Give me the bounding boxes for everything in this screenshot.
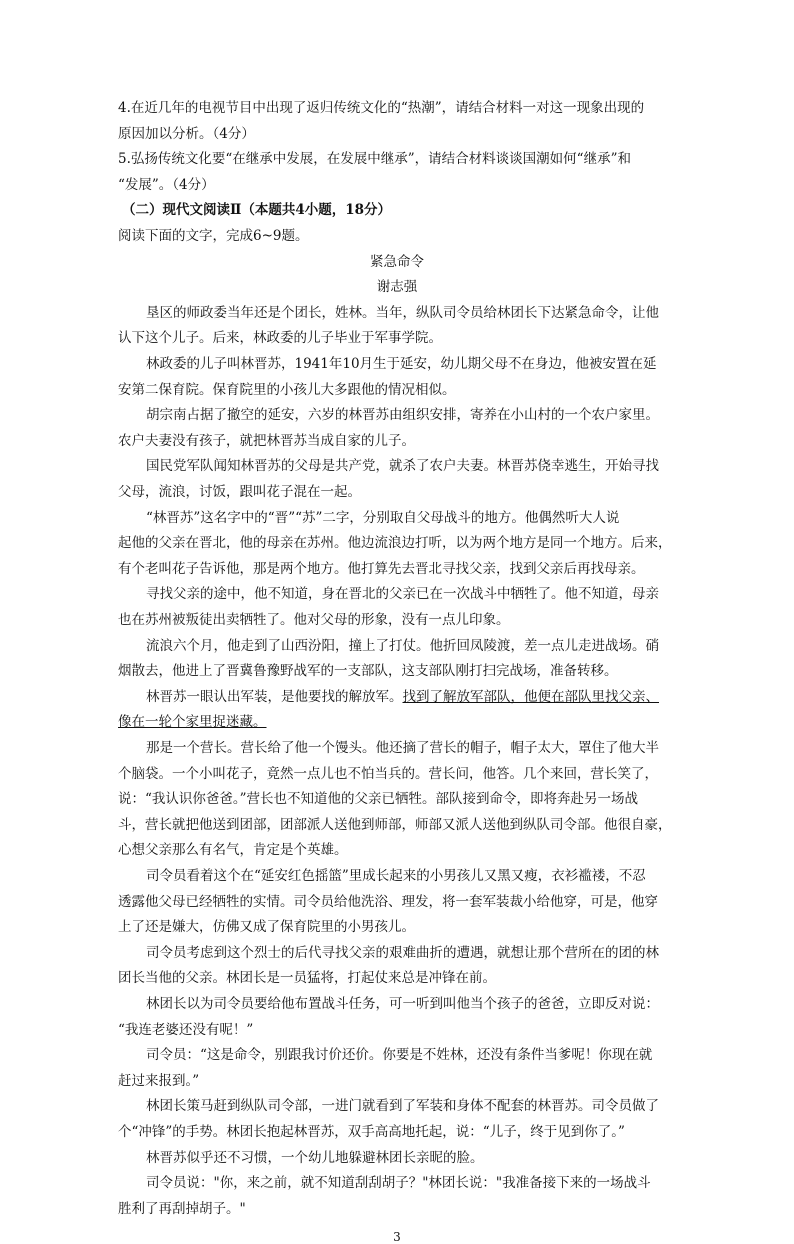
article-line: “林晋苏”这名字中的“晋”“苏”二字，分别取自父母战斗的地方。他偶然听大人说 — [146, 509, 620, 526]
article-line: 林团长策马赶到纵队司令部，一进门就看到了军装和身体不配套的林晋苏。司令员做了 — [146, 1098, 659, 1115]
article-line: 农户夫妻没有孩子，就把林晋苏当成自家的儿子。 — [118, 432, 415, 449]
article-line: 司令员看着这个在“延安红色摇篮”里成长起来的小男孩儿又黑又瘦，衣衫褴褛，不忍 — [146, 868, 646, 884]
article-line: 胡宗南占据了撤空的延安，六岁的林晋苏由组织安排，寄养在小山村的一个农户家里。 — [146, 407, 659, 424]
article-line: 林晋苏似乎还不习惯，一个幼儿地躲避林团长亲昵的脸。 — [146, 1149, 484, 1166]
article-line: 司令员考虑到这个烈士的后代寻找父亲的艰难曲折的遭遇，就想让那个营所在的团的林 — [146, 944, 659, 961]
article-line-with-underline — [146, 687, 678, 707]
question-5-line-1: 5.弘扬传统文化要“在继承中发展，在发展中继承”，请结合材料谈谈国潮如何“继承”和 — [118, 151, 631, 168]
article-line: “我连老婆还没有呢！” — [118, 1021, 254, 1038]
article-line: 团长当他的父亲。林团长是一员猛将，打起仗来总是冲锋在前。 — [118, 970, 496, 987]
article-line: 垦区的师政委当年还是个团长，姓林。当年，纵队司令员给林团长下达紧急命令，让他 — [146, 304, 659, 321]
article-line: 安第二保育院。保育院里的小孩儿大多跟他的情况相似。 — [118, 381, 456, 398]
article-line: 寻找父亲的途中，他不知道，身在晋北的父亲已在一次战斗中牺牲了。他不知道，母亲 — [146, 586, 659, 603]
underlined-sentence-continued: 像在一轮个家里捉迷藏。 — [118, 714, 267, 731]
article-line: 说：“我认识你爸爸。”营长也不知道他的父亲已牺牲。部队接到命令，即将奔赴另一场战 — [118, 791, 639, 808]
article-line: 国民党军队闻知林晋苏的父母是共产党，就杀了农户夫妻。林晋苏侥幸逃生，开始寻找 — [146, 458, 659, 475]
question-4-line-1: 4.在近几年的电视节目中出现了返归传统文化的“热潮”，请结合材料一对这一现象出现的 — [118, 100, 645, 116]
article-line: 赶过来报到。” — [118, 1072, 200, 1089]
section-instruction: 阅读下面的文字，完成6~9题。 — [118, 228, 309, 244]
article-line: 个脑袋。一个小叫花子，竟然一点儿也不怕当兵的。营长问，他答。几个来回，营长笑了， — [118, 765, 658, 782]
article-line: 那是一个营长。营长给了他一个馒头。他还摘了营长的帽子，帽子太大，罩住了他大半 — [146, 740, 659, 756]
article-author: 谢志强 — [376, 279, 418, 296]
question-4-line-2: 原因加以分析。（4分） — [118, 125, 255, 142]
article-line: 林政委的儿子叫林晋苏，1941年10月生于延安，幼儿期父母不在身边，他被安置在延 — [146, 356, 657, 372]
article-line: 透露他父母已经牺牲的实情。司令员给他洗浴、理发，将一套军装裁小给他穿，可是，他穿 — [118, 893, 658, 910]
article-line: 认下这个儿子。后来，林政委的儿子毕业于军事学院。 — [118, 330, 442, 347]
article-line-part: 林晋苏一眼认出军装，是他要找的解放军。 — [146, 688, 403, 705]
article-title: 紧急命令 — [370, 253, 424, 270]
article-line: 也在苏州被叛徒出卖牺牲了。他对父母的形象，没有一点儿印象。 — [118, 612, 510, 628]
article-line: 胜利了再刮掉胡子。" — [118, 1200, 246, 1217]
article-line: 有个老叫花子告诉他，那是两个地方。他打算先去晋北寻找父亲，找到父亲后再找母亲。 — [118, 560, 645, 577]
article-line: 司令员说："你，来之前，就不知道刮刮胡子？"林团长说："我准备接下来的一场战斗 — [146, 1175, 651, 1192]
article-line: 起他的父亲在晋北，他的母亲在苏州。他边流浪边打听，以为两个地方是同一个地方。后来， — [118, 535, 672, 552]
page-number: 3 — [393, 1230, 401, 1244]
article-line: 林团长以为司令员要给他布置战斗任务，可一听到叫他当个孩子的爸爸，立即反对说： — [146, 996, 659, 1012]
article-line: 上了还是嫌大，仿佛又成了保育院里的小男孩儿。 — [118, 919, 415, 936]
article-line: 流浪六个月，他走到了山西汾阳，撞上了打仗。他折回凤陵渡，差一点儿走进战场。硝 — [146, 637, 659, 654]
article-line: 心想父亲那么有名气，肯定是个英雄。 — [118, 842, 348, 859]
section-heading: （二）现代文阅读Ⅱ（本题共4小题，18分） — [122, 202, 392, 219]
article-line: 烟散去，他进上了晋冀鲁豫野战军的一支部队，这支部队刚打扫完战场，准备转移。 — [118, 663, 618, 680]
article-line: 司令员：“这是命令，别跟我讨价还价。你要是不姓林，还没有条件当爹呢！你现在就 — [146, 1047, 653, 1064]
article-line: 父母，流浪，讨饭，跟叫花子混在一起。 — [118, 484, 361, 500]
question-5-line-2: “发展”。（4分） — [118, 176, 215, 193]
underlined-sentence: 找到了解放军部队，他便在部队里找父亲、 — [402, 688, 659, 705]
article-line: 斗，营长就把他送到团部，团部派人送他到师部，师部又派人送他到纵队司令部。他很自豪， — [118, 816, 672, 833]
article-line: 个“冲锋”的手势。林团长抱起林晋苏，双手高高地托起，说：“儿子，终于见到你了。” — [118, 1124, 625, 1140]
